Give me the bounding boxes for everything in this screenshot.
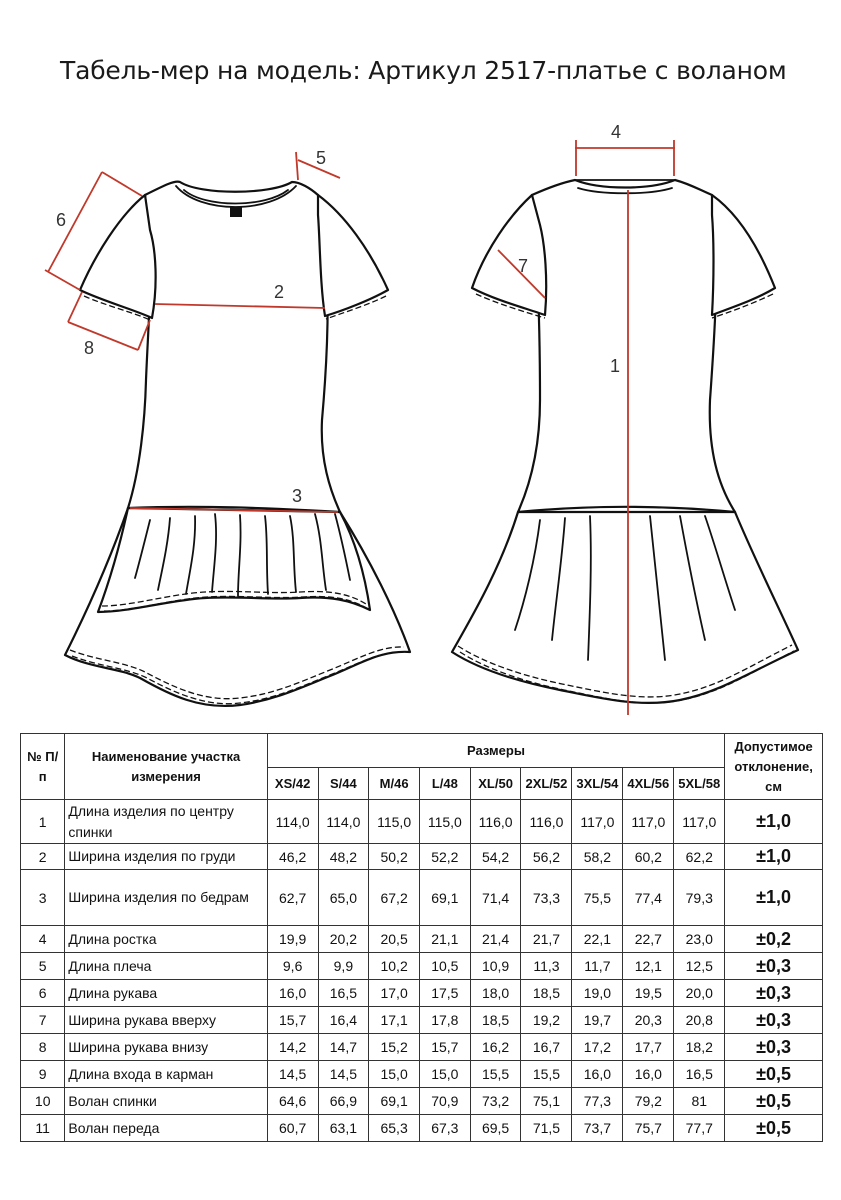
- row-tolerance: ±1,0: [725, 800, 823, 844]
- row-value: 10,5: [419, 953, 470, 980]
- row-value: 71,5: [521, 1115, 572, 1142]
- row-number: 6: [21, 980, 65, 1007]
- row-name: Длина плеча: [65, 953, 267, 980]
- row-value: 15,7: [267, 1007, 318, 1034]
- row-value: 18,2: [674, 1034, 725, 1061]
- row-tolerance: ±0,5: [725, 1088, 823, 1115]
- measure-line-8: [68, 322, 138, 350]
- row-value: 17,5: [419, 980, 470, 1007]
- row-value: 67,3: [419, 1115, 470, 1142]
- dress-technical-sketch: [0, 100, 841, 730]
- row-value: 12,5: [674, 953, 725, 980]
- row-name: Ширина изделия по груди: [65, 844, 267, 870]
- row-number: 8: [21, 1034, 65, 1061]
- row-value: 15,5: [470, 1061, 521, 1088]
- row-value: 22,1: [572, 926, 623, 953]
- row-value: 71,4: [470, 870, 521, 926]
- table-row: [21, 1034, 823, 1061]
- row-value: 16,0: [572, 1061, 623, 1088]
- size-header: 3XL/54: [572, 768, 623, 800]
- table-row: [21, 1088, 823, 1115]
- row-value: 115,0: [419, 800, 470, 844]
- measure-tick-6b: [45, 270, 80, 290]
- size-header: 2XL/52: [521, 768, 572, 800]
- row-tolerance: ±1,0: [725, 844, 823, 870]
- row-value: 79,3: [674, 870, 725, 926]
- table-row: [21, 1061, 823, 1088]
- row-value: 19,0: [572, 980, 623, 1007]
- row-name: Длина ростка: [65, 926, 267, 953]
- row-value: 15,0: [369, 1061, 420, 1088]
- row-name: Длина изделия по центру спинки: [65, 800, 267, 844]
- row-value: 62,7: [267, 870, 318, 926]
- row-value: 58,2: [572, 844, 623, 870]
- size-header: M/46: [369, 768, 420, 800]
- row-value: 18,0: [470, 980, 521, 1007]
- row-value: 117,0: [623, 800, 674, 844]
- row-value: 20,3: [623, 1007, 674, 1034]
- row-value: 69,1: [419, 870, 470, 926]
- row-value: 10,9: [470, 953, 521, 980]
- row-number: 11: [21, 1115, 65, 1142]
- measure-label-8: 8: [84, 338, 95, 358]
- table-row: [21, 953, 823, 980]
- table-row: [21, 870, 823, 926]
- row-tolerance: ±0,3: [725, 953, 823, 980]
- row-tolerance: ±0,3: [725, 980, 823, 1007]
- row-value: 48,2: [318, 844, 369, 870]
- table-row: [21, 800, 823, 844]
- row-value: 75,7: [623, 1115, 674, 1142]
- row-value: 16,5: [318, 980, 369, 1007]
- row-value: 9,9: [318, 953, 369, 980]
- row-value: 17,7: [623, 1034, 674, 1061]
- header-num: № П/п: [21, 734, 65, 800]
- row-number: 1: [21, 800, 65, 844]
- row-value: 18,5: [521, 980, 572, 1007]
- row-value: 114,0: [318, 800, 369, 844]
- row-value: 15,5: [521, 1061, 572, 1088]
- measure-label-5: 5: [316, 148, 327, 168]
- row-value: 79,2: [623, 1088, 674, 1115]
- row-value: 46,2: [267, 844, 318, 870]
- row-value: 117,0: [674, 800, 725, 844]
- table-row: [21, 1007, 823, 1034]
- measure-tick-6: [102, 172, 142, 196]
- row-value: 69,1: [369, 1088, 420, 1115]
- row-value: 16,0: [623, 1061, 674, 1088]
- row-value: 62,2: [674, 844, 725, 870]
- row-value: 77,7: [674, 1115, 725, 1142]
- row-number: 9: [21, 1061, 65, 1088]
- row-name: Волан переда: [65, 1115, 267, 1142]
- row-value: 67,2: [369, 870, 420, 926]
- row-value: 56,2: [521, 844, 572, 870]
- row-name: Ширина изделия по бедрам: [65, 870, 267, 926]
- row-value: 16,0: [267, 980, 318, 1007]
- header-tolerance: Допустимое отклонение, см: [725, 734, 823, 800]
- measure-tick-5: [296, 152, 298, 180]
- row-value: 20,2: [318, 926, 369, 953]
- row-value: 54,2: [470, 844, 521, 870]
- row-value: 19,5: [623, 980, 674, 1007]
- row-value: 70,9: [419, 1088, 470, 1115]
- size-header: 4XL/56: [623, 768, 674, 800]
- row-value: 14,5: [267, 1061, 318, 1088]
- row-value: 12,1: [623, 953, 674, 980]
- row-name: Длина рукава: [65, 980, 267, 1007]
- row-value: 11,7: [572, 953, 623, 980]
- measure-label-7: 7: [518, 256, 529, 276]
- row-number: 3: [21, 870, 65, 926]
- row-name: Волан спинки: [65, 1088, 267, 1115]
- row-value: 73,3: [521, 870, 572, 926]
- row-name: Ширина рукава внизу: [65, 1034, 267, 1061]
- row-value: 75,1: [521, 1088, 572, 1115]
- row-value: 116,0: [521, 800, 572, 844]
- row-value: 19,7: [572, 1007, 623, 1034]
- size-header: XS/42: [267, 768, 318, 800]
- measure-label-3: 3: [292, 486, 303, 506]
- row-value: 73,2: [470, 1088, 521, 1115]
- size-header: S/44: [318, 768, 369, 800]
- row-value: 15,7: [419, 1034, 470, 1061]
- row-value: 9,6: [267, 953, 318, 980]
- row-value: 16,4: [318, 1007, 369, 1034]
- measure-label-2: 2: [274, 282, 285, 302]
- row-value: 116,0: [470, 800, 521, 844]
- row-value: 69,5: [470, 1115, 521, 1142]
- measure-label-4: 4: [611, 122, 622, 142]
- row-value: 17,2: [572, 1034, 623, 1061]
- row-value: 17,8: [419, 1007, 470, 1034]
- size-header: XL/50: [470, 768, 521, 800]
- row-value: 19,2: [521, 1007, 572, 1034]
- row-value: 19,9: [267, 926, 318, 953]
- row-value: 10,2: [369, 953, 420, 980]
- size-header: L/48: [419, 768, 470, 800]
- row-name: Длина входа в карман: [65, 1061, 267, 1088]
- measure-label-1: 1: [610, 356, 621, 376]
- row-value: 60,7: [267, 1115, 318, 1142]
- row-value: 75,5: [572, 870, 623, 926]
- size-header: 5XL/58: [674, 768, 725, 800]
- front-view-sketch: [65, 182, 410, 706]
- table-row: [21, 926, 823, 953]
- row-tolerance: ±0,3: [725, 1034, 823, 1061]
- row-value: 66,9: [318, 1088, 369, 1115]
- back-view-sketch: [452, 180, 798, 703]
- row-value: 14,2: [267, 1034, 318, 1061]
- row-value: 65,0: [318, 870, 369, 926]
- row-number: 7: [21, 1007, 65, 1034]
- row-value: 15,0: [419, 1061, 470, 1088]
- row-tolerance: ±0,2: [725, 926, 823, 953]
- row-value: 77,3: [572, 1088, 623, 1115]
- row-value: 23,0: [674, 926, 725, 953]
- table-row: [21, 844, 823, 870]
- row-number: 2: [21, 844, 65, 870]
- row-name: Ширина рукава вверху: [65, 1007, 267, 1034]
- row-tolerance: ±0,5: [725, 1061, 823, 1088]
- page-title: Табель-мер на модель: Артикул 2517-платье с воланом: [60, 56, 787, 85]
- row-value: 81: [674, 1088, 725, 1115]
- row-value: 65,3: [369, 1115, 420, 1142]
- measure-label-6: 6: [56, 210, 67, 230]
- row-value: 17,0: [369, 980, 420, 1007]
- row-tolerance: ±0,5: [725, 1115, 823, 1142]
- row-value: 17,1: [369, 1007, 420, 1034]
- row-value: 64,6: [267, 1088, 318, 1115]
- row-value: 117,0: [572, 800, 623, 844]
- row-value: 114,0: [267, 800, 318, 844]
- row-value: 21,7: [521, 926, 572, 953]
- size-spec-table: [20, 733, 823, 1142]
- row-value: 20,5: [369, 926, 420, 953]
- row-value: 77,4: [623, 870, 674, 926]
- row-value: 20,8: [674, 1007, 725, 1034]
- row-number: 5: [21, 953, 65, 980]
- row-value: 20,0: [674, 980, 725, 1007]
- row-value: 21,4: [470, 926, 521, 953]
- row-value: 15,2: [369, 1034, 420, 1061]
- row-value: 18,5: [470, 1007, 521, 1034]
- table-row: [21, 980, 823, 1007]
- row-value: 16,5: [674, 1061, 725, 1088]
- row-value: 11,3: [521, 953, 572, 980]
- row-value: 52,2: [419, 844, 470, 870]
- header-name: Наименование участка измерения: [65, 734, 267, 800]
- row-number: 4: [21, 926, 65, 953]
- row-value: 14,5: [318, 1061, 369, 1088]
- row-value: 60,2: [623, 844, 674, 870]
- row-value: 115,0: [369, 800, 420, 844]
- row-value: 50,2: [369, 844, 420, 870]
- row-value: 21,1: [419, 926, 470, 953]
- row-value: 16,7: [521, 1034, 572, 1061]
- row-value: 63,1: [318, 1115, 369, 1142]
- row-tolerance: ±0,3: [725, 1007, 823, 1034]
- row-value: 22,7: [623, 926, 674, 953]
- header-sizes-group: Размеры: [267, 734, 724, 768]
- measure-tick-8a: [68, 292, 82, 322]
- row-number: 10: [21, 1088, 65, 1115]
- row-tolerance: ±1,0: [725, 870, 823, 926]
- row-value: 73,7: [572, 1115, 623, 1142]
- table-row: [21, 1115, 823, 1142]
- row-value: 16,2: [470, 1034, 521, 1061]
- row-value: 14,7: [318, 1034, 369, 1061]
